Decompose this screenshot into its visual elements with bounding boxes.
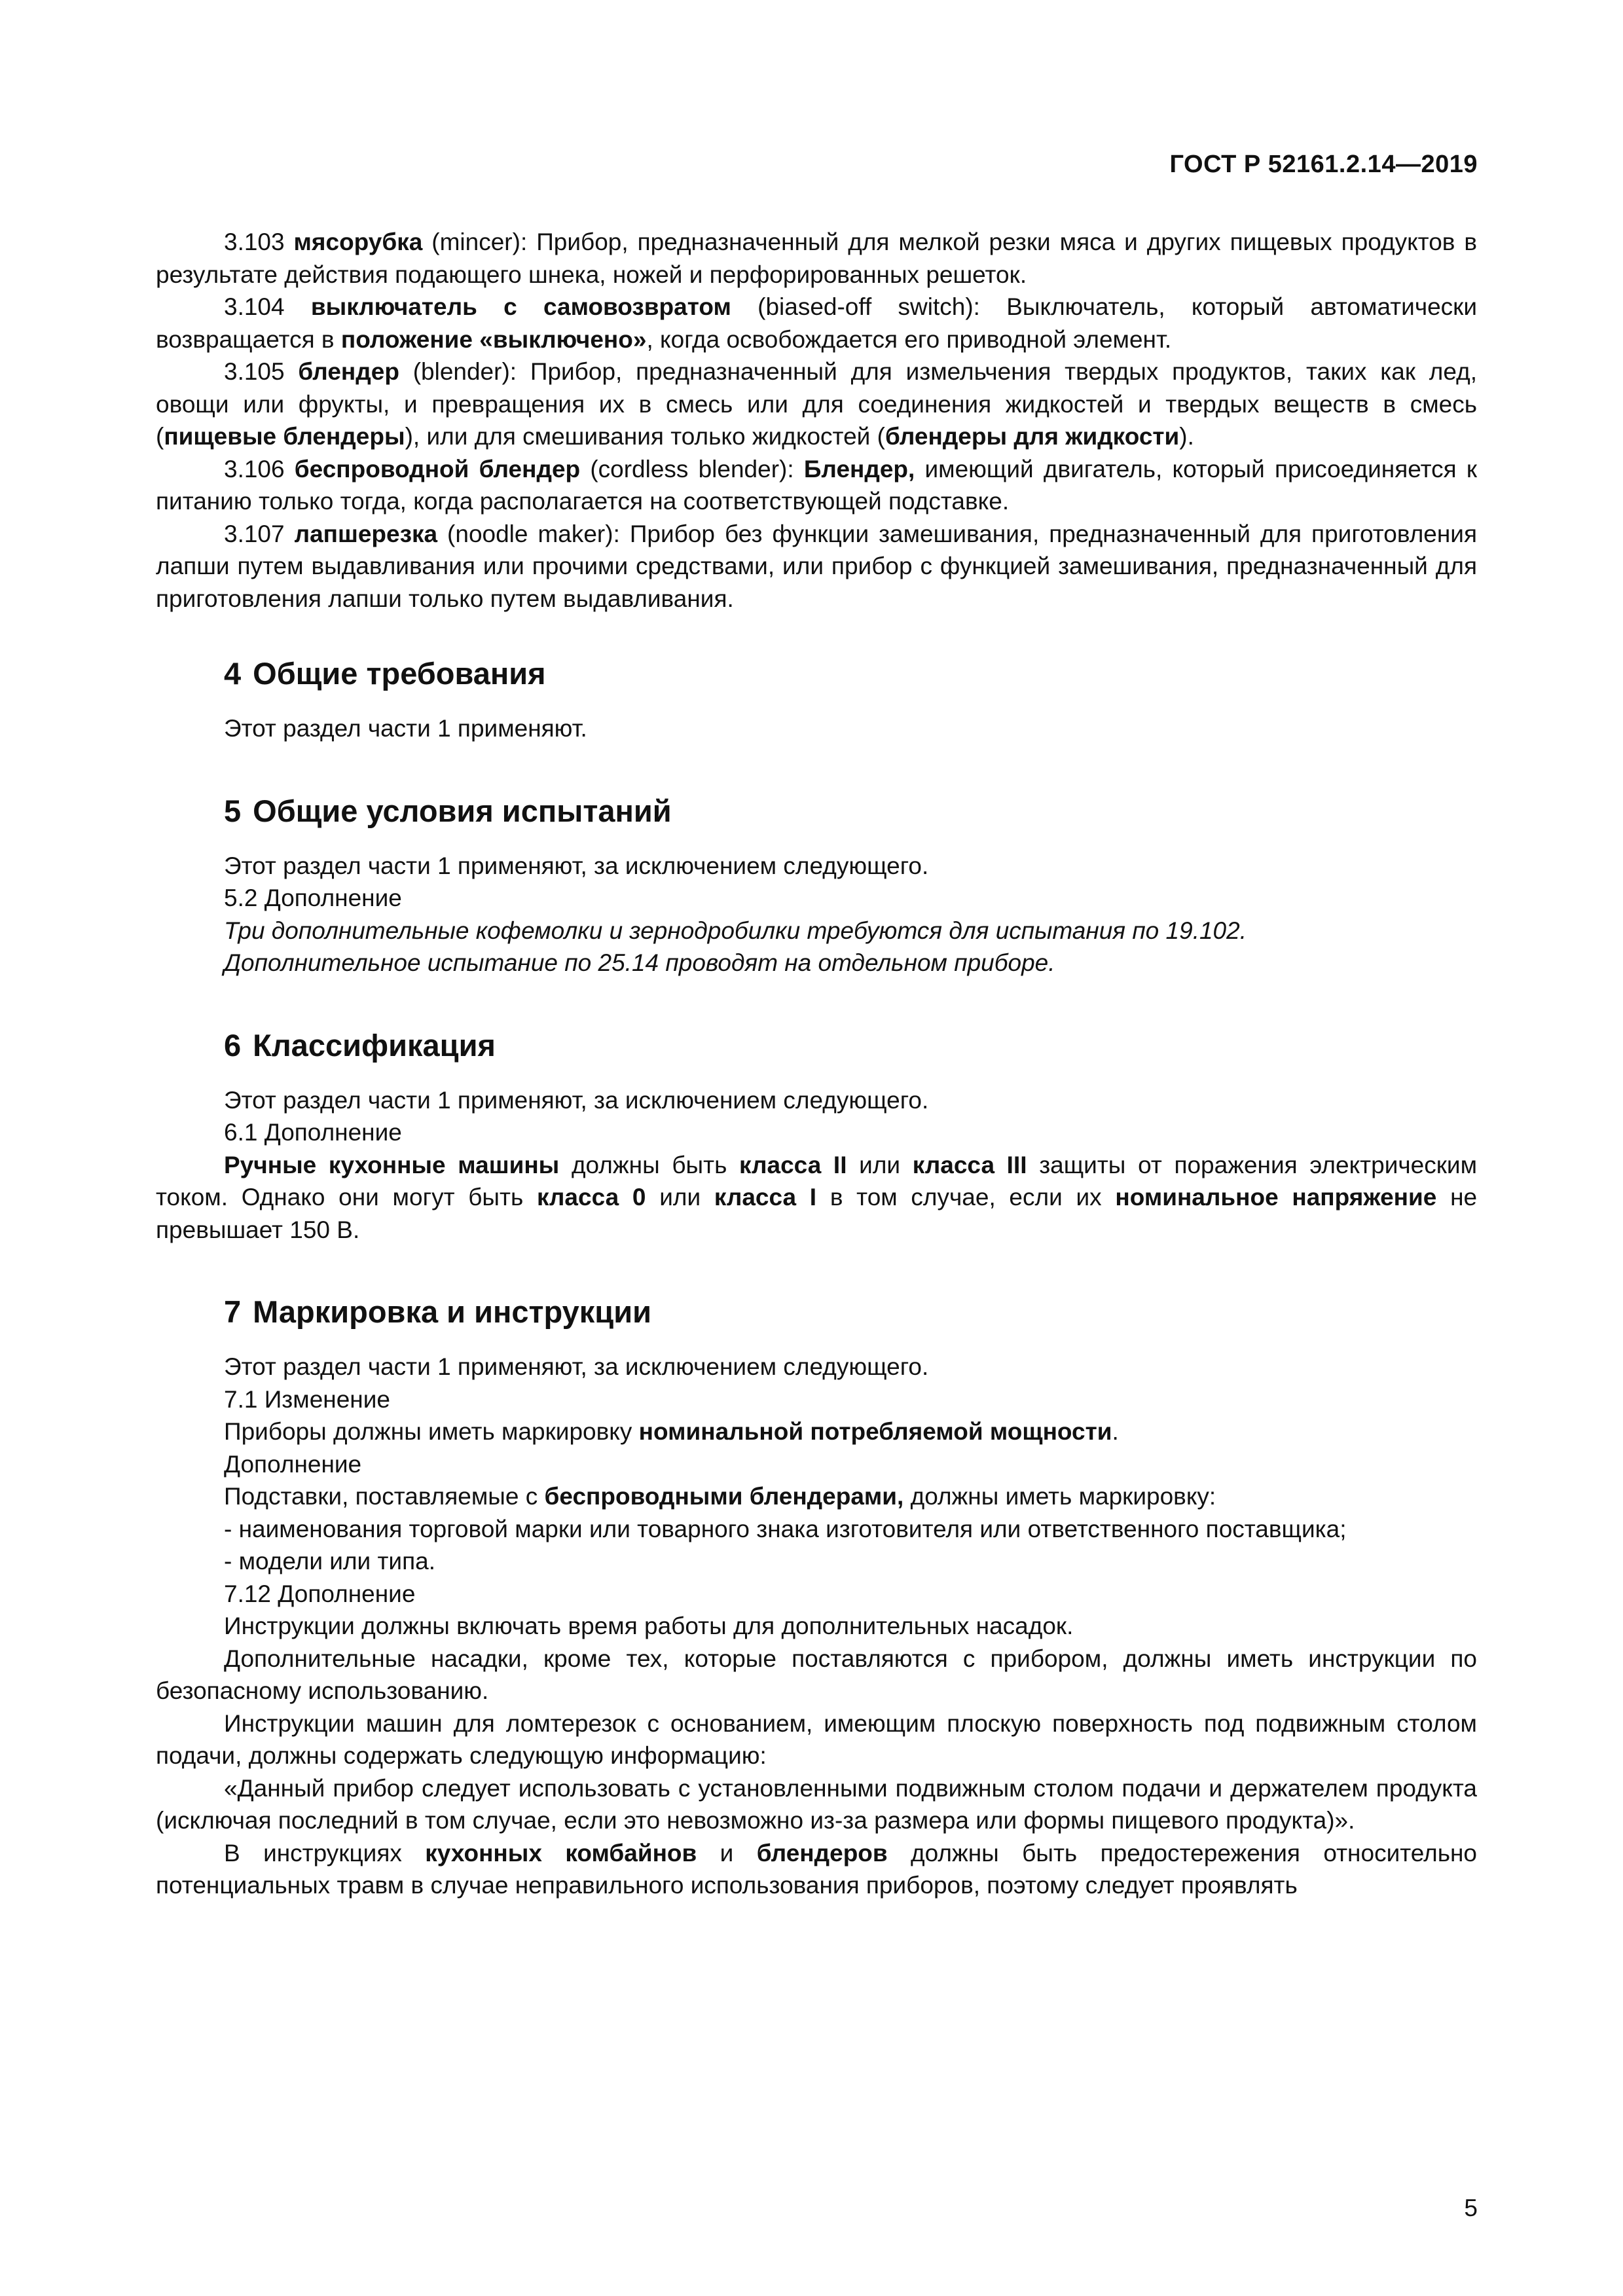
text-run: должны иметь маркировку: [910,1483,1216,1510]
text-run: . [1112,1418,1119,1445]
section-7-p4: Дополнительные насадки, кроме тех, которые поставляются с прибором, должны иметь инструкции по безопасному использованию. [156,1645,1477,1704]
definition-3-106 [156,453,1477,518]
clause-7-1: 7.1 Изменение [224,1385,390,1413]
section-number: 7 [224,1294,242,1329]
clause-6-1: 6.1 Дополнение [224,1119,402,1146]
clause-5-2: 5.2 Дополнение [224,884,402,911]
section-7-marking-text [156,1415,1477,1448]
bold-term: кухонных комбайнов [425,1839,697,1867]
section-6-heading [156,1026,1477,1065]
definition-number: 3.107 [224,520,285,547]
text-run: Подставки, поставляемые с [224,1483,538,1510]
section-number: 4 [224,656,242,691]
definition-3-103 [156,226,1477,291]
definition-english: (cordless blender): [590,455,794,483]
section-4-heading [156,654,1477,693]
section-7-stands-text [156,1480,1477,1513]
text-run: должны быть [571,1151,727,1178]
text-run: и [720,1839,734,1867]
text-run: защиты от поражения электрическим током. Однако они могут быть [156,1151,1478,1211]
bold-term: блендеров [756,1839,888,1867]
definition-english: (biased-off switch): [757,293,980,320]
definition-term: мясорубка [293,228,423,255]
defined-term-ref: пищевые блендеры [164,423,405,450]
section-7-intro: Этот раздел части 1 применяют, за исключением следующего. [224,1353,929,1380]
section-title: Общие требования [253,656,546,691]
section-number: 5 [224,793,242,828]
text-run: В инструкциях [224,1839,402,1867]
list-item-trademark: - наименования торговой марки или товарного знака изготовителя или ответственного поставщика; [224,1515,1347,1542]
definition-3-105 [156,355,1477,453]
bold-term: класса II [739,1151,847,1178]
standard-designation: ГОСТ Р 52161.2.14—2019 [1169,151,1478,178]
section-6-classification-text [156,1149,1477,1247]
definition-text: ). [1179,423,1194,450]
definition-text: Прибор, предназначенный для мелкой резки мяса и других пищевых продуктов в результате действия подающего шнека, ножей и перфорированных решеток. [156,228,1478,288]
bold-term: класса I [714,1184,817,1211]
section-5-intro: Этот раздел части 1 применяют, за исключением следующего. [224,852,929,879]
list-item-model: - модели или типа. [224,1548,435,1575]
definition-english: (noodle maker): [447,520,620,547]
clause-7-12: 7.12 Дополнение [224,1580,416,1607]
text-run: не превышает 150 В. [156,1184,1478,1243]
section-5-italic-2: Дополнительное испытание по 25.14 проводят на отдельном приборе. [224,949,1055,976]
section-4-text: Этот раздел части 1 применяют. [224,715,587,742]
bold-term: класса III [912,1151,1027,1178]
definition-term: беспроводной блендер [294,455,581,483]
bold-term: беспроводными блендерами, [544,1483,904,1510]
page-number: 5 [1464,2195,1478,2221]
text-run: Приборы должны иметь маркировку [224,1418,632,1445]
definition-term: лапшерезка [294,520,438,547]
definition-number: 3.106 [224,455,285,483]
defined-term-ref: Блендер, [803,455,915,483]
definition-term: выключатель с самовозвратом [310,293,731,320]
text-run: или [859,1151,901,1178]
section-7-heading [156,1292,1477,1332]
definition-text: ), или для смешивания только жидкостей ( [405,423,885,450]
bold-term: номинальное напряжение [1115,1184,1437,1211]
text-run: или [659,1184,701,1211]
definition-number: 3.103 [224,228,285,255]
definition-english: (mincer): [431,228,528,255]
bold-term: класса 0 [536,1184,646,1211]
definition-3-104 [156,291,1477,355]
section-7-p7 [156,1837,1477,1902]
section-title: Классификация [253,1027,496,1063]
bold-term: номинальной потребляемой мощности [638,1418,1112,1445]
section-7-p6: «Данный прибор следует использовать с установленными подвижным столом подачи и держателем продукта (исключая последний в том случае, если это невозможно из-за размера или формы пищевого продукта)». [156,1774,1477,1834]
section-7-p5: Инструкции машин для ломтерезок с основанием, имеющим плоскую поверхность под подвижным столом подачи, должны содержать следующую информацию: [156,1709,1477,1769]
defined-term-ref: положение «выключено» [340,325,647,353]
section-7-p3: Инструкции должны включать время работы для дополнительных насадок. [224,1613,1074,1639]
definition-number: 3.104 [224,293,285,320]
definition-text: Прибор без функции замешивания, предназначенный для приготовления лапши путем выдавливания или прочими средствами, или прибор с функцией замешивания, предназначенный для приготовления лапши только путем выдавливания. [156,520,1477,612]
text-run: должны быть предостережения относительно потенциальных травм в случае неправильного использования приборов, поэтому следует проявлять [156,1839,1477,1899]
bold-term: Ручные кухонные машины [224,1151,560,1178]
text-run: в том случае, если их [830,1184,1102,1211]
definition-text: имеющий двигатель, который присоединяется к питанию только тогда, когда располагается на соответствующей подставке. [156,455,1478,515]
definition-text: , когда освобождается его приводной элемент. [646,325,1172,353]
definition-3-107 [156,518,1477,615]
section-6-intro: Этот раздел части 1 применяют, за исключением следующего. [224,1086,929,1114]
definition-term: блендер [298,358,399,385]
definition-text: Выключатель, который автоматически возвращается в [156,293,1478,353]
definition-english: (blender): [412,358,517,385]
section-title: Маркировка и инструкции [253,1294,651,1329]
defined-term-ref: блендеры для жидкости [884,423,1180,450]
section-5-italic-1: Три дополнительные кофемолки и зернодробилки требуются для испытания по 19.102. [224,917,1247,944]
section-5-heading [156,792,1477,831]
section-title: Общие условия испытаний [253,793,672,828]
addition-label: Дополнение [224,1450,362,1478]
definition-number: 3.105 [224,358,285,385]
section-number: 6 [224,1027,242,1063]
document-body [156,226,1477,1902]
definition-text: Прибор, предназначенный для измельчения твердых продуктов, таких как лед, овощи или фрукты, и превращения их в смесь или для соединения жидкостей и твердых веществ в смесь ( [156,358,1478,450]
